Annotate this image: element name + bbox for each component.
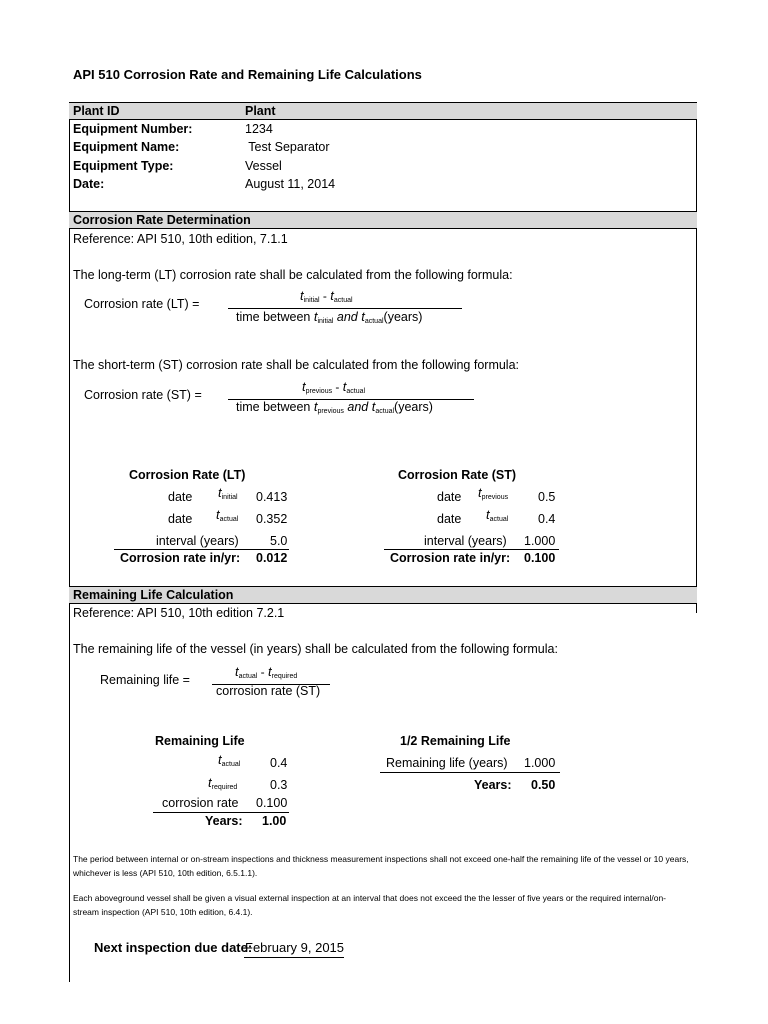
half-rl-label: Remaining life (years) [386,756,508,770]
st-interval-value: 1.000 [524,534,556,548]
rl-t-actual-value: 0.4 [270,756,288,770]
remaining-numerator: $t_{actual} - t_{required}$ [235,664,298,680]
lt-rate-value: 0.012 [256,551,288,565]
inspection-note-1: The period between internal or on-stream inspections and thickness measurement inspections shall not exceed one-half the remaining life of the vessel or 10 years, whichever is less (API 510, 10th edition, 6.5.1.1). [73,854,689,878]
remaining-intro: The remaining life of the vessel (in years) shall be calculated from the following formula: [73,642,558,656]
page-title: API 510 Corrosion Rate and Remaining Life Calculations [73,67,422,82]
plant-id-label: Plant ID [73,104,120,118]
st-date-label-2: date [437,512,462,526]
st-rate-value: 0.100 [524,551,556,565]
lt-interval-value: 5.0 [270,534,288,548]
half-rl-value: 1.000 [524,756,556,770]
st-table-title: Corrosion Rate (ST) [398,468,517,482]
half-table-rule [380,772,560,773]
rl-corrosion-rate-value: 0.100 [256,796,288,810]
st-t-previous-symbol: $t_{previous}$ [478,485,509,501]
remaining-section-title: Remaining Life Calculation [73,588,234,602]
st-date-label-1: date [437,490,462,504]
lt-date-label-2: date [168,512,193,526]
lt-numerator: $t_{initial} - t_{actual}$ [300,288,353,304]
corrosion-reference: Reference: API 510, 10th edition, 7.1.1 [73,232,288,246]
rl-table-rule [153,812,289,813]
lt-t-initial-symbol: $t_{initial}$ [218,485,238,501]
st-rate-label: Corrosion rate in/yr: [390,551,511,565]
date-label: Date: [73,177,105,191]
half-table-title: 1/2 Remaining Life [400,734,511,748]
lt-table-rule [114,549,289,550]
corrosion-section-title: Corrosion Rate Determination [73,213,251,227]
equipment-number-label: Equipment Number: [73,122,193,136]
plant-id-value: Plant [245,104,276,118]
remaining-formula-label: Remaining life = [100,673,190,687]
st-intro: The short-term (ST) corrosion rate shall be calculated from the following formula: [73,358,520,372]
st-t-actual-value: 0.4 [538,512,556,526]
st-formula-label: Corrosion rate (ST) = [84,388,202,402]
equipment-type-label: Equipment Type: [73,159,174,173]
st-interval-label: interval (years) [424,534,507,548]
lt-date-label-1: date [168,490,193,504]
st-t-actual-symbol: $t_{actual}$ [486,507,509,523]
rl-corrosion-rate-label: corrosion rate [162,796,239,810]
next-inspection-value: February 9, 2015 [245,940,345,955]
inspection-note-2: Each aboveground vessel shall be given a visual external inspection at an interval that does not exceed the the lesser of five years or the required internal/on-stream inspection (API 510, 10th edition, 6.4.1). [73,893,666,917]
half-years-label: Years: [474,778,512,792]
equipment-name-value: Test Separator [245,140,330,154]
equipment-number-value: 1234 [245,122,273,136]
half-years-value: 0.50 [531,778,556,792]
frame-right-border [696,102,697,613]
st-numerator: $t_{previous} - t_{actual}$ [302,379,366,395]
lt-interval-label: interval (years) [156,534,239,548]
remaining-denominator: corrosion rate (ST) [216,684,321,698]
st-denominator: time between $t_{previous}$ and $t_{actual}(years)$ [236,399,433,415]
next-inspection-label: Next inspection due date: [94,940,253,955]
remaining-reference: Reference: API 510, 10th edition 7.2.1 [73,606,285,620]
corrosion-section-band [69,211,697,229]
rl-t-actual-symbol: $t_{actual}$ [218,752,241,768]
lt-denominator: time between $t_{initial}$ and $t_{actual}(years)$ [236,309,423,325]
rl-t-required-symbol: $t_{required}$ [208,775,238,791]
frame-left-border [69,102,70,982]
equipment-name-label: Equipment Name: [73,140,180,154]
date-value: August 11, 2014 [245,177,336,191]
lt-t-actual-value: 0.352 [256,512,288,526]
lt-t-initial-value: 0.413 [256,490,288,504]
rl-years-label: Years: [205,814,243,828]
lt-formula-label: Corrosion rate (LT) = [84,297,200,311]
lt-rate-label: Corrosion rate in/yr: [120,551,241,565]
rl-t-required-value: 0.3 [270,778,288,792]
remaining-section-band [69,586,697,604]
rl-years-value: 1.00 [262,814,287,828]
lt-intro: The long-term (LT) corrosion rate shall be calculated from the following formula: [73,268,513,282]
equipment-type-value: Vessel [245,159,282,173]
st-table-rule [384,549,559,550]
st-t-previous-value: 0.5 [538,490,556,504]
lt-table-title: Corrosion Rate (LT) [129,468,246,482]
next-inspection-underline [244,957,344,958]
rl-table-title: Remaining Life [155,734,245,748]
lt-t-actual-symbol: $t_{actual}$ [216,507,239,523]
header-band [69,102,697,120]
